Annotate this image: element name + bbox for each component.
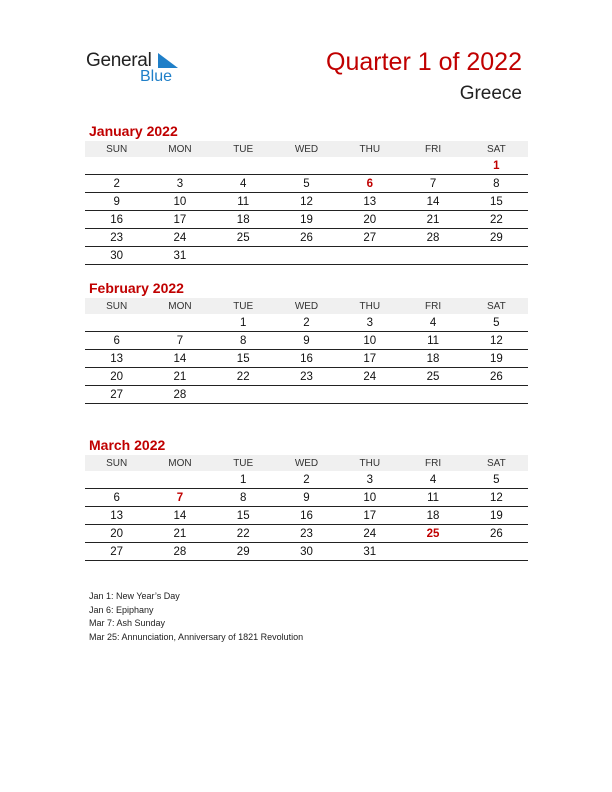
day-cell: 2 [275,314,338,332]
day-cell: 18 [401,507,464,525]
day-cell: 13 [85,507,148,525]
empty-day-cell [465,247,528,265]
month-title: March 2022 [89,437,166,453]
day-cell: 2 [275,471,338,489]
week-row [85,507,528,525]
holiday-notes [89,590,303,644]
day-cell: 3 [148,175,211,193]
day-cell: 6 [85,332,148,350]
month-january [85,122,528,265]
week-row [85,525,528,543]
weekday-header: SUN [85,298,148,314]
weekday-header-row [85,455,528,471]
day-cell: 2 [85,175,148,193]
empty-day-cell [85,471,148,489]
day-cell: 25 [401,525,464,543]
week-row [85,386,528,404]
day-cell: 8 [212,332,275,350]
empty-day-cell [401,386,464,404]
day-cell: 27 [338,229,401,247]
empty-day-cell [85,314,148,332]
holiday-note: Jan 1: New Year’s Day [89,591,180,601]
day-cell: 8 [465,175,528,193]
day-cell: 11 [212,193,275,211]
weekday-header: THU [338,141,401,157]
day-cell: 24 [338,525,401,543]
day-cell: 9 [85,193,148,211]
day-cell: 28 [401,229,464,247]
day-cell: 4 [401,471,464,489]
weekday-header: TUE [212,298,275,314]
week-row [85,247,528,265]
holiday-note: Mar 25: Annunciation, Anniversary of 1821 Revolution [89,631,304,642]
day-cell: 30 [85,247,148,265]
weekday-header: SAT [465,455,528,471]
day-cell: 9 [275,332,338,350]
day-cell: 12 [275,193,338,211]
empty-day-cell [275,247,338,265]
country-name: Greece [459,83,522,104]
day-cell: 7 [148,489,211,507]
weekday-header: WED [275,455,338,471]
month-february [85,279,528,404]
day-cell: 30 [275,543,338,561]
logo-general-text: General [86,50,152,71]
day-cell: 24 [338,368,401,386]
weekday-header: FRI [401,298,464,314]
day-cell: 31 [148,247,211,265]
day-cell: 27 [85,386,148,404]
day-cell: 16 [275,507,338,525]
day-cell: 4 [401,314,464,332]
day-cell: 7 [148,332,211,350]
weekday-header: TUE [212,455,275,471]
day-cell: 26 [465,525,528,543]
holiday-note: Jan 6: Epiphany [89,604,154,615]
week-row [85,471,528,489]
day-cell: 17 [338,350,401,368]
day-cell: 21 [148,525,211,543]
weekday-header: FRI [401,141,464,157]
day-cell: 10 [338,332,401,350]
weekday-header: SAT [465,298,528,314]
week-row [85,489,528,507]
day-cell: 23 [275,525,338,543]
day-cell: 20 [338,211,401,229]
empty-day-cell [338,247,401,265]
day-cell: 15 [212,507,275,525]
day-cell: 17 [148,211,211,229]
day-cell: 3 [338,314,401,332]
empty-day-cell [401,157,464,175]
week-row [85,543,528,561]
weekday-header: MON [148,298,211,314]
day-cell: 4 [212,175,275,193]
week-row [85,175,528,193]
day-cell: 22 [465,211,528,229]
weekday-header: WED [275,298,338,314]
day-cell: 23 [85,229,148,247]
weekday-header-row [85,141,528,157]
calendar-grid [85,298,528,404]
day-cell: 11 [401,489,464,507]
empty-day-cell [212,247,275,265]
day-cell: 25 [212,229,275,247]
day-cell: 19 [465,507,528,525]
day-cell: 9 [275,489,338,507]
day-cell: 1 [212,314,275,332]
day-cell: 16 [275,350,338,368]
day-cell: 21 [148,368,211,386]
day-cell: 13 [85,350,148,368]
month-title: February 2022 [89,280,184,296]
day-cell: 12 [465,489,528,507]
day-cell: 21 [401,211,464,229]
empty-day-cell [401,543,464,561]
weekday-header: THU [338,298,401,314]
day-cell: 23 [275,368,338,386]
day-cell: 6 [85,489,148,507]
day-cell: 5 [275,175,338,193]
day-cell: 6 [338,175,401,193]
month-title: January 2022 [89,123,178,139]
logo-triangle-icon [158,53,180,69]
day-cell: 12 [465,332,528,350]
empty-day-cell [401,247,464,265]
holiday-note: Mar 7: Ash Sunday [89,618,166,628]
day-cell: 10 [338,489,401,507]
day-cell: 13 [338,193,401,211]
weekday-header: MON [148,455,211,471]
page-title: Quarter 1 of 2022 [326,48,522,76]
calendar-grid [85,455,528,561]
empty-day-cell [275,386,338,404]
day-cell: 14 [401,193,464,211]
month-march [85,436,528,561]
day-cell: 26 [465,368,528,386]
empty-day-cell [148,157,211,175]
empty-day-cell [465,386,528,404]
empty-day-cell [148,471,211,489]
week-row [85,368,528,386]
empty-day-cell [338,157,401,175]
week-row [85,157,528,175]
day-cell: 20 [85,368,148,386]
day-cell: 14 [148,507,211,525]
empty-day-cell [275,157,338,175]
week-row [85,332,528,350]
week-row [85,350,528,368]
day-cell: 28 [148,543,211,561]
calendar-grid [85,141,528,265]
empty-day-cell [465,543,528,561]
day-cell: 18 [212,211,275,229]
day-cell: 1 [212,471,275,489]
day-cell: 17 [338,507,401,525]
day-cell: 18 [401,350,464,368]
weekday-header: THU [338,455,401,471]
day-cell: 8 [212,489,275,507]
empty-day-cell [212,157,275,175]
week-row [85,314,528,332]
day-cell: 29 [212,543,275,561]
day-cell: 11 [401,332,464,350]
day-cell: 19 [465,350,528,368]
day-cell: 31 [338,543,401,561]
weekday-header-row [85,298,528,314]
weekday-header: MON [148,141,211,157]
day-cell: 22 [212,525,275,543]
day-cell: 15 [212,350,275,368]
day-cell: 19 [275,211,338,229]
empty-day-cell [212,386,275,404]
day-cell: 25 [401,368,464,386]
day-cell: 7 [401,175,464,193]
day-cell: 22 [212,368,275,386]
day-cell: 10 [148,193,211,211]
day-cell: 24 [148,229,211,247]
empty-day-cell [338,386,401,404]
day-cell: 26 [275,229,338,247]
week-row [85,211,528,229]
weekday-header: WED [275,141,338,157]
weekday-header: TUE [212,141,275,157]
day-cell: 15 [465,193,528,211]
generalblue-logo [86,50,196,90]
day-cell: 1 [465,157,528,175]
empty-day-cell [148,314,211,332]
weekday-header: SUN [85,455,148,471]
logo-blue-text: Blue [140,68,173,85]
day-cell: 27 [85,543,148,561]
weekday-header: FRI [401,455,464,471]
week-row [85,229,528,247]
day-cell: 3 [338,471,401,489]
day-cell: 29 [465,229,528,247]
day-cell: 28 [148,386,211,404]
weekday-header: SAT [465,141,528,157]
day-cell: 14 [148,350,211,368]
empty-day-cell [85,157,148,175]
day-cell: 20 [85,525,148,543]
day-cell: 5 [465,471,528,489]
weekday-header: SUN [85,141,148,157]
day-cell: 5 [465,314,528,332]
week-row [85,193,528,211]
day-cell: 16 [85,211,148,229]
